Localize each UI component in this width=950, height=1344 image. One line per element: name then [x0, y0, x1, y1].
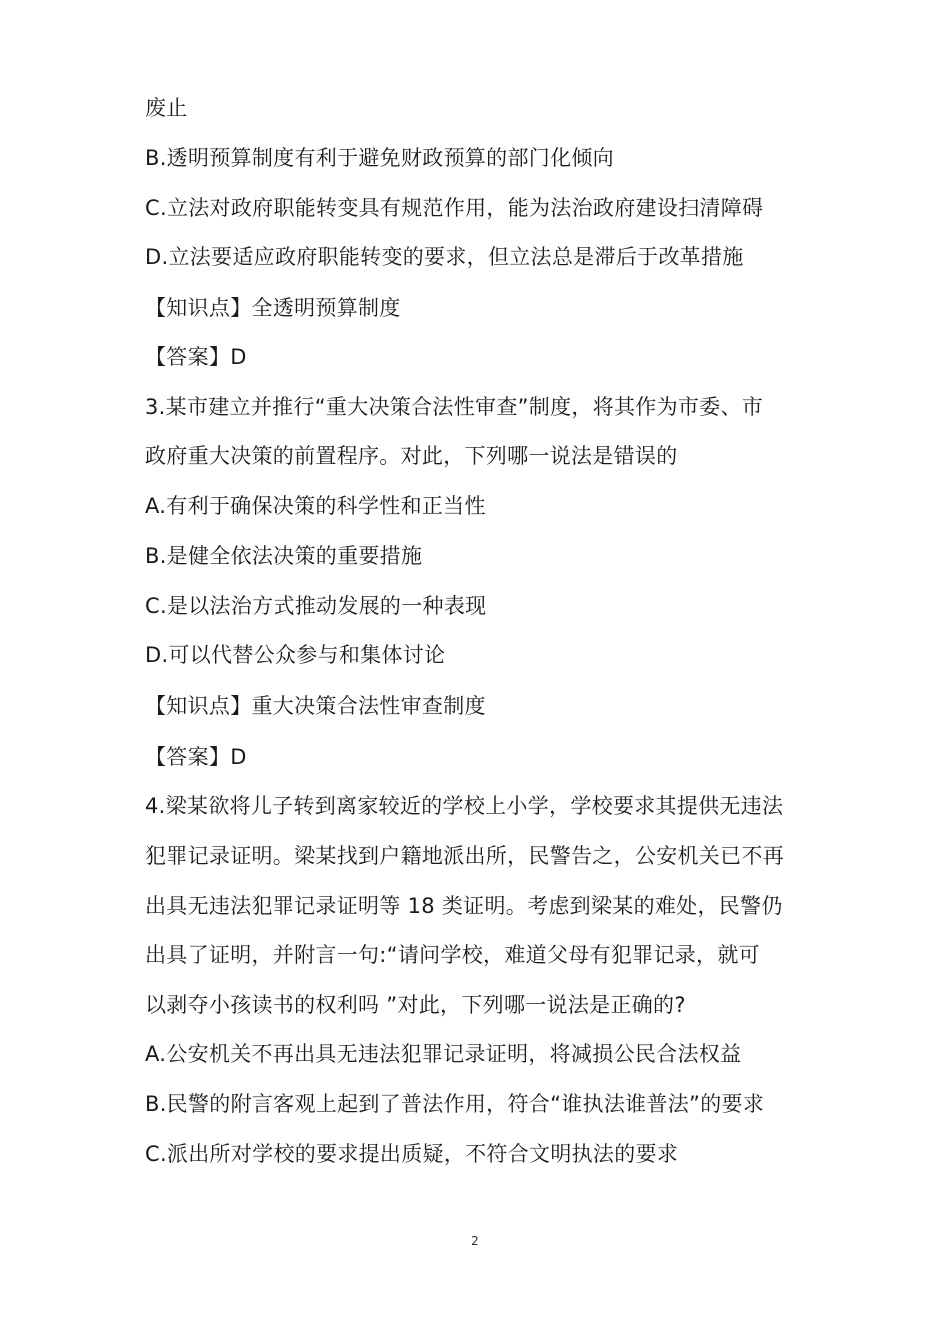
question-4-line-4: 出具了证明，并附言一句:“请问学校，难道父母有犯罪记录，就可	[145, 943, 760, 967]
answer-line: 【答案】D	[145, 745, 247, 769]
question-4-line-3: 出具无违法犯罪记录证明等 18 类证明。考虑到梁某的难处，民警仍	[145, 894, 783, 918]
option-a-line: A.有利于确保决策的科学性和正当性	[145, 494, 486, 518]
question-4-line-1: 4.梁某欲将儿子转到离家较近的学校上小学，学校要求其提供无违法	[145, 794, 784, 818]
answer-line: 【答案】D	[145, 345, 247, 369]
option-c-line: C.立法对政府职能转变具有规范作用，能为法治政府建设扫清障碍	[145, 196, 764, 220]
option-c-line: C.是以法治方式推动发展的一种表现	[145, 594, 487, 618]
option-c-line: C.派出所对学校的要求提出质疑，不符合文明执法的要求	[145, 1142, 679, 1166]
option-b-line: B.民警的附言客观上起到了普法作用，符合“谁执法谁普法”的要求	[145, 1092, 765, 1116]
option-d-line: D.立法要适应政府职能转变的要求，但立法总是滞后于改革措施	[145, 245, 744, 269]
option-d-line: D.可以代替公众参与和集体讨论	[145, 643, 446, 667]
page-number: 2	[471, 1234, 479, 1248]
option-a-line: A.公安机关不再出具无违法犯罪记录证明，将减损公民合法权益	[145, 1042, 742, 1066]
option-b-line: B.是健全依法决策的重要措施	[145, 544, 423, 568]
question-4-line-5: 以剥夺小孩读书的权利吗 ”对此，下列哪一说法是正确的?	[145, 993, 686, 1017]
text-line: 废止	[145, 96, 188, 120]
option-b-line: B.透明预算制度有利于避免财政预算的部门化倾向	[145, 146, 614, 170]
question-3-line-1: 3.某市建立并推行“重大决策合法性审查”制度，将其作为市委、市	[145, 395, 764, 419]
knowledge-point-line: 【知识点】重大决策合法性审查制度	[145, 694, 486, 718]
question-3-line-2: 政府重大决策的前置程序。对此，下列哪一说法是错误的	[145, 444, 678, 468]
question-4-line-2: 犯罪记录证明。梁某找到户籍地派出所，民警告之，公安机关已不再	[145, 844, 784, 868]
knowledge-point-line: 【知识点】全透明预算制度	[145, 296, 401, 320]
